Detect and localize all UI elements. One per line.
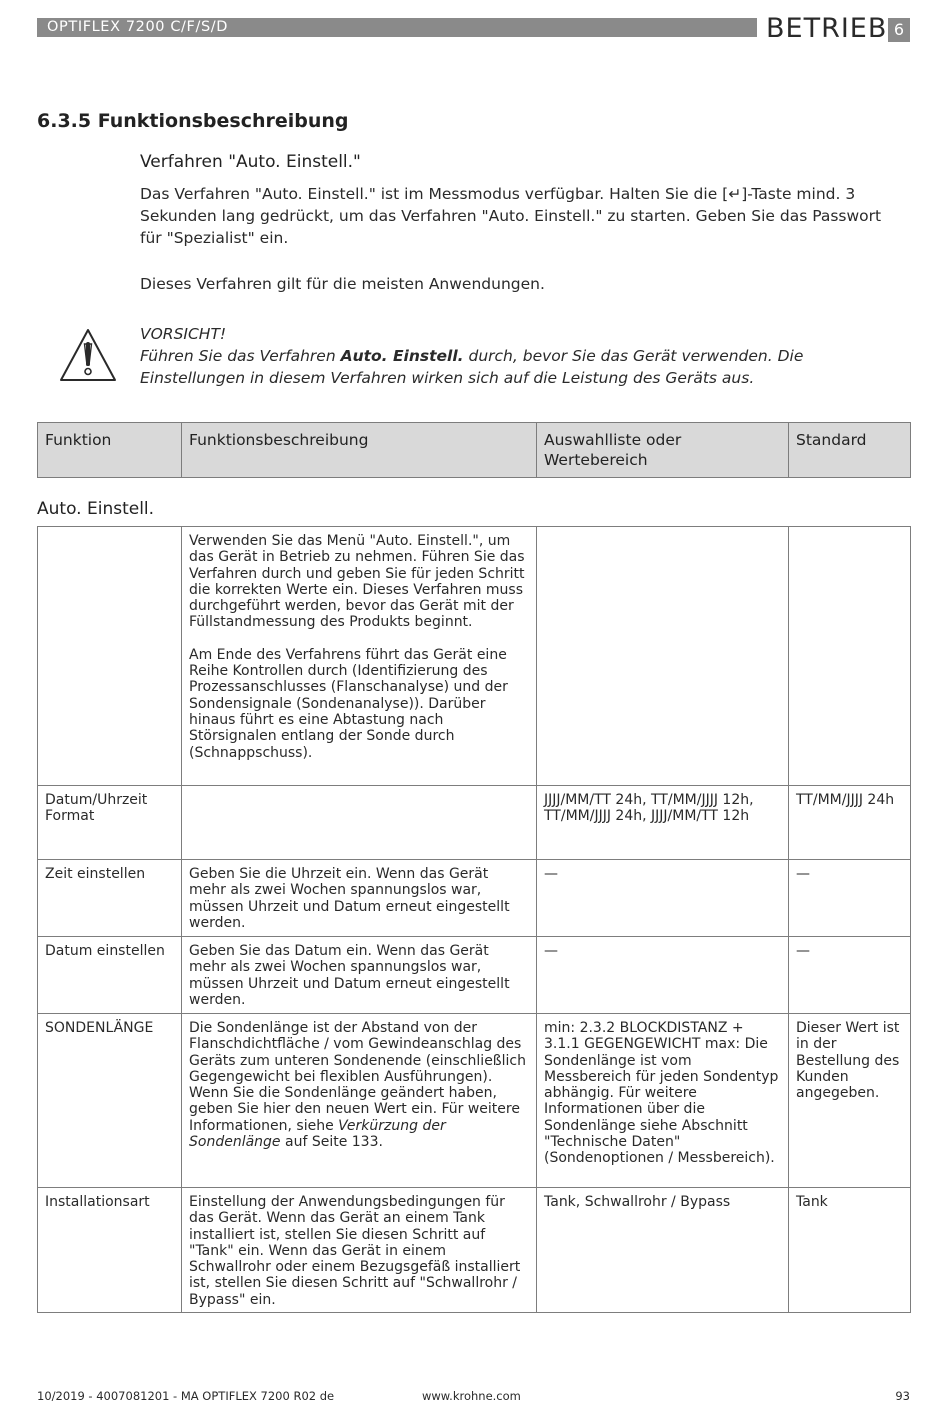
cell-description: [181, 1014, 536, 1187]
cell-default: [788, 527, 912, 785]
footer-website: www.krohne.com: [422, 1389, 521, 1403]
cell-function: Datum einstellen: [45, 943, 165, 959]
cell-description-tail: auf Seite 133.: [280, 1134, 383, 1151]
table-header: [37, 422, 911, 478]
caution-text-bold: Auto. Einstell.: [340, 347, 464, 365]
header-chapter-number: 6: [888, 18, 910, 42]
cross-reference-link[interactable]: Verkürzung der Sondenlänge: [189, 1117, 446, 1151]
table-row: [38, 527, 910, 785]
cell-description: [181, 786, 536, 859]
cell-description: Geben Sie das Datum ein. Wenn das Gerät mehr als zwei Wochen spannungslos war, müssen Uhrzeit und Datum erneut eingestellt werden.: [181, 937, 536, 1013]
header-bar: [37, 18, 757, 37]
cell-function: Zeit einstellen: [45, 866, 146, 882]
header-product: OPTIFLEX 7200 C/F/S/D: [47, 19, 229, 35]
table-row: [38, 859, 910, 936]
footer-document-id: 10/2019 - 4007081201 - MA OPTIFLEX 7200 R02 de: [37, 1389, 335, 1403]
cell-range: Tank, Schwallrohr / Bypass: [536, 1188, 788, 1312]
cell-function: Datum/Uhrzeit Format: [45, 792, 148, 825]
cell-range: JJJJ/MM/TT 24h, TT/MM/JJJJ 12h, TT/MM/JJJJ 24h, JJJJ/MM/TT 12h: [536, 786, 788, 859]
cell-function: [38, 527, 181, 785]
cell-default: Tank: [788, 1188, 912, 1312]
cell-range: —: [536, 937, 788, 1013]
table-row: [38, 785, 910, 859]
group-title: Auto. Einstell.: [37, 499, 155, 519]
footer-page-number: 93: [895, 1389, 910, 1403]
cell-range: [536, 527, 788, 785]
cell-description: [181, 527, 536, 785]
cell-description-p2: Am Ende des Verfahrens führt das Gerät eine Reihe Kontrollen durch (Identifizierung des Prozessanschlusses (Flanschanalyse) und der Sondensignale (Sondenanalyse)). Darüber hinaus führt es eine Abtastung nach Störsignalen entlang der Sonde durch (Schnappschuss).: [189, 646, 508, 761]
cell-default: —: [788, 937, 912, 1013]
table-row: [38, 1013, 910, 1187]
cell-range: min: 2.3.2 BLOCKDISTANZ + 3.1.1 GEGENGEWICHT max: Die Sondenlänge ist vom Messbereich für jeden Sondentyp abhängig. Für weitere Informationen über die Sondenlänge siehe Abschnitt "Technische Daten" (Sondenoptionen / Messbereich).: [536, 1014, 788, 1187]
warning-triangle-icon: [58, 327, 118, 383]
cell-description-p1: Verwenden Sie das Menü "Auto. Einstell.", um das Gerät in Betrieb zu nehmen. Führen Sie das Verfahren durch und geben Sie für jeden Schritt die korrekten Werte ein. Dieses Verfahren muss durchgeführt werden, bevor das Gerät mit der Füllstandmessung des Produkts beginnt.: [189, 533, 525, 631]
cell-description: Einstellung der Anwendungsbedingungen für das Gerät. Wenn das Gerät an einem Tank installiert ist, stellen Sie diesen Schritt auf "Tank" ein. Wenn das Gerät in einem Schwallrohr oder einem Bezugsgefäß installiert ist, stellen Sie diesen Schritt auf "Schwallrohr / Bypass" ein.: [181, 1188, 536, 1312]
header-col-description: Funktionsbeschreibung: [181, 423, 536, 477]
header-col-default: Standard: [788, 423, 912, 477]
cell-range: —: [536, 860, 788, 936]
cell-description-main: Die Sondenlänge ist der Abstand von der Flanschdichtfläche / vom Gewindeanschlag des Geräts zum unteren Sondenende (einschließlich Gegengewicht bei flexiblen Ausführungen). Wenn Sie die Sondenlänge geändert haben, geben Sie hier den neuen Wert ein. Für weitere Informationen, siehe: [189, 1020, 526, 1134]
header-col-function: Funktion: [45, 431, 112, 449]
intro-paragraph-1: Das Verfahren "Auto. Einstell." ist im Messmodus verfügbar. Halten Sie die [↵]-Taste mind. 3 Sekunden lang gedrückt, um das Verfahren "Auto. Einstell." zu starten. Geben Sie das Passwort für "Spezialist" ein.: [140, 185, 882, 247]
caution-title: VORSICHT!: [140, 325, 227, 343]
cell-function: Installationsart: [45, 1194, 150, 1210]
cell-default: —: [788, 860, 912, 936]
caution-block: [140, 323, 860, 389]
caution-text-before: Führen Sie das Verfahren: [140, 347, 341, 365]
caution-text-after: durch, bevor Sie das Gerät verwenden. Die Einstellungen in diesem Verfahren wirken sich auf die Leistung des Geräts aus.: [140, 347, 804, 387]
cell-function: SONDENLÄNGE: [45, 1020, 154, 1036]
subsection-title: Verfahren "Auto. Einstell.": [140, 152, 361, 172]
intro-paragraph-2: Dieses Verfahren gilt für die meisten Anwendungen.: [140, 275, 545, 293]
cell-description: Geben Sie die Uhrzeit ein. Wenn das Gerät mehr als zwei Wochen spannungslos war, müssen Uhrzeit und Datum erneut eingestellt werden.: [181, 860, 536, 936]
cell-default: TT/MM/JJJJ 24h: [788, 786, 912, 859]
table-row: [38, 936, 910, 1013]
header-section-title: BETRIEB: [766, 13, 888, 44]
function-table: [37, 526, 911, 1313]
section-title: 6.3.5 Funktionsbeschreibung: [37, 110, 349, 132]
cell-default: Dieser Wert ist in der Bestellung des Kunden angegeben.: [788, 1014, 912, 1187]
header-col-range: Auswahlliste oder Wertebereich: [536, 423, 788, 477]
table-row: [38, 1187, 910, 1312]
